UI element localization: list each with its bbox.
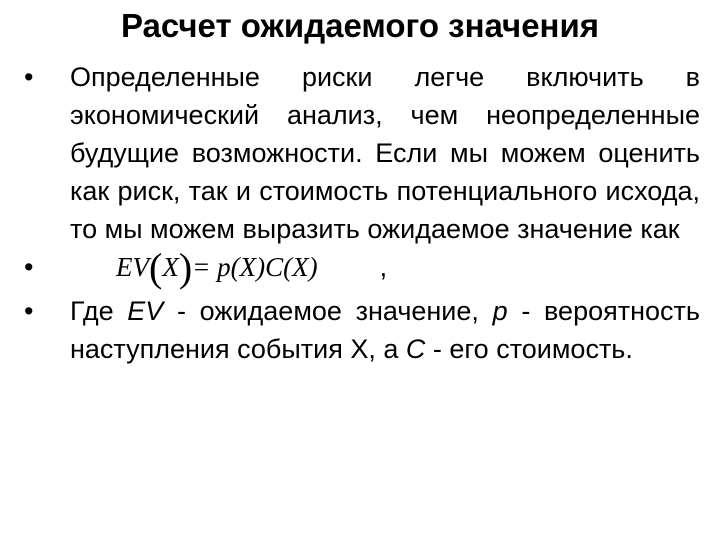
slide-title: Расчет ожидаемого значения (120, 7, 600, 44)
definition-part: - ожидаемое значение, (177, 296, 479, 326)
formula (70, 245, 700, 290)
bullet-list (24, 58, 700, 368)
list-item (24, 58, 700, 248)
definition-part: - его стоимость. (432, 334, 633, 364)
formula-open-paren: ( (149, 245, 163, 290)
paragraph-text: Определенные риски легче включить в экономический анализ, чем неопределенные будущие возможности. Если мы можем оценить как риск, так и стоимость потенциального исхода, то мы можем выразить ожидаемое значение как (70, 62, 700, 244)
formula-item (24, 245, 700, 290)
list-item (24, 292, 700, 368)
definition-text (70, 292, 700, 368)
bullet-icon: • (24, 296, 34, 326)
word-where: Где (70, 296, 114, 326)
bullet-icon: • (24, 252, 34, 282)
formula-close-paren: ) (178, 245, 193, 290)
var-p: p (492, 296, 508, 326)
var-c: C (405, 334, 426, 364)
bullet-icon: • (24, 62, 34, 92)
definition-part: - вероятность наступления события X, а (70, 296, 700, 364)
formula-ev: EV (116, 252, 149, 282)
formula-rhs: = p(X)C(X) (192, 252, 318, 282)
formula-comma: , (379, 252, 388, 282)
formula-x: X (162, 252, 179, 282)
var-ev: EV (127, 296, 164, 326)
